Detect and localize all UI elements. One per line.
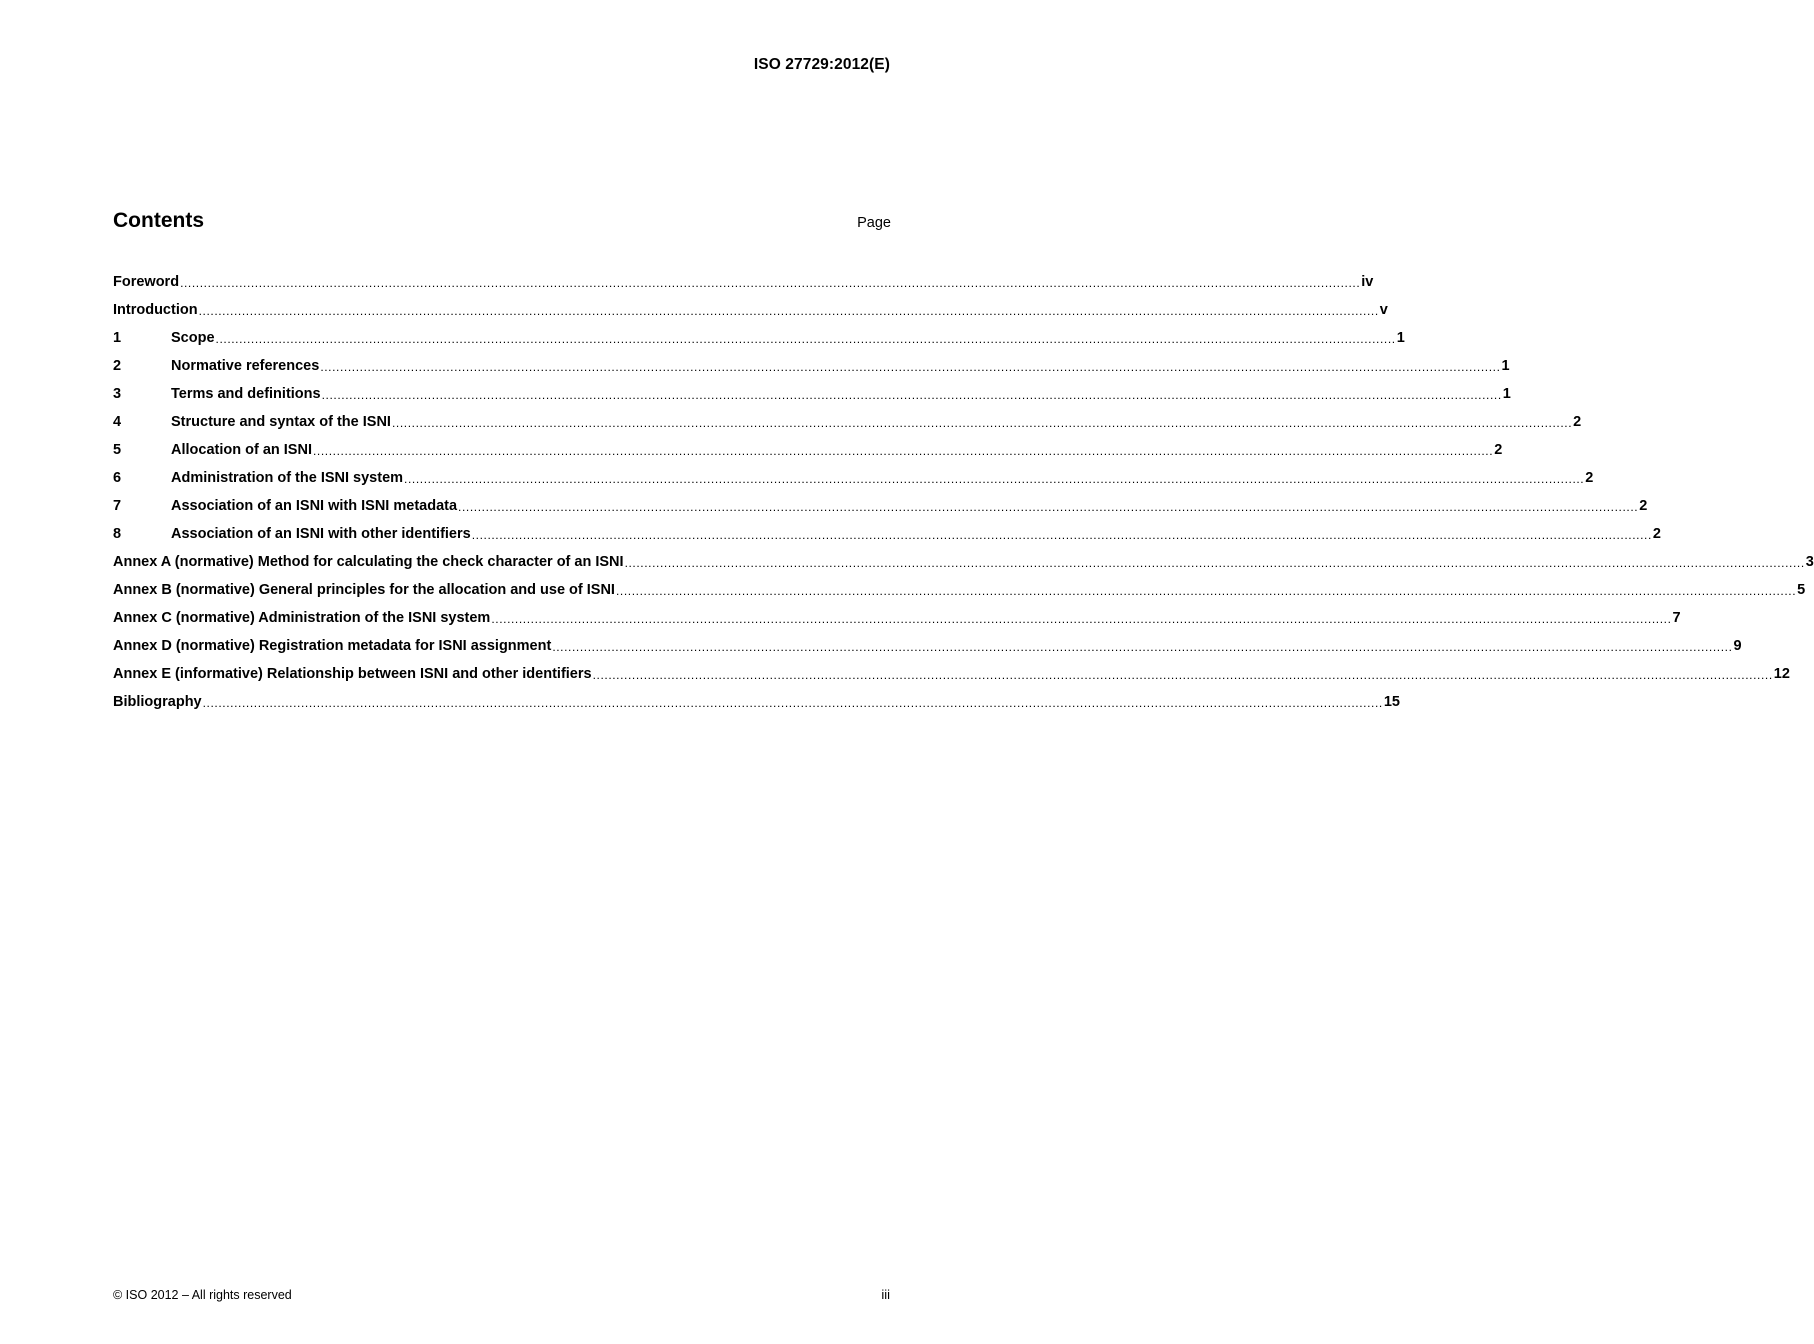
toc-entry-structure-and-syntax[interactable] xyxy=(113,408,1582,436)
toc-entry-page: v xyxy=(1379,302,1388,318)
toc-entry-page: 12 xyxy=(1773,666,1790,682)
toc-entry-page: 1 xyxy=(1501,358,1510,374)
toc-entry-number: 3 xyxy=(113,386,122,402)
table-of-contents xyxy=(113,268,1814,716)
toc-entry-administration[interactable] xyxy=(113,464,1594,492)
toc-entry-title: Annex D (normative) Registration metadata for ISNI assignment xyxy=(113,638,552,654)
toc-entry-scope[interactable] xyxy=(113,324,1405,352)
toc-entry-title: Allocation of an ISNI xyxy=(171,442,312,458)
toc-entry-page: 2 xyxy=(1585,470,1594,486)
toc-entry-page: 2 xyxy=(1652,526,1661,542)
toc-entry-title: Structure and syntax of the ISNI xyxy=(171,414,391,430)
toc-entry-page: 7 xyxy=(1672,610,1681,626)
toc-entry-page: 5 xyxy=(1797,582,1806,598)
leader-dots: ............................................................................................................................................................................................................................................................................................................ xyxy=(615,584,1797,598)
copyright-notice: © ISO 2012 – All rights reserved xyxy=(113,1288,292,1302)
leader-dots: ............................................................................................................................................................................................................................................................................................................ xyxy=(180,276,1361,290)
toc-entry-page: 3 xyxy=(1805,554,1814,570)
toc-entry-foreword[interactable] xyxy=(113,268,1374,296)
toc-entry-page: 1 xyxy=(1396,330,1405,346)
toc-entry-annex-a[interactable] xyxy=(113,548,1814,576)
leader-dots: ............................................................................................................................................................................................................................................................................................................ xyxy=(471,528,1652,542)
leader-dots: ............................................................................................................................................................................................................................................................................................................ xyxy=(198,304,1379,318)
leader-dots: ............................................................................................................................................................................................................................................................................................................ xyxy=(202,696,1383,710)
toc-entry-title: Terms and definitions xyxy=(171,386,321,402)
leader-dots: ............................................................................................................................................................................................................................................................................................................ xyxy=(458,500,1639,514)
toc-entry-annex-b[interactable] xyxy=(113,576,1806,604)
page-number: iii xyxy=(881,1287,890,1302)
toc-entry-allocation[interactable] xyxy=(113,436,1503,464)
toc-entry-annex-c[interactable] xyxy=(113,604,1681,632)
page-column-label: Page xyxy=(857,215,891,231)
toc-entry-title: Annex B (normative) General principles for the allocation and use of ISNI xyxy=(113,582,615,598)
toc-entry-terms-and-definitions[interactable] xyxy=(113,380,1511,408)
toc-entry-annex-d[interactable] xyxy=(113,632,1742,660)
toc-entry-page: 1 xyxy=(1502,386,1511,402)
leader-dots: ............................................................................................................................................................................................................................................................................................................ xyxy=(312,444,1494,458)
leader-dots: ............................................................................................................................................................................................................................................................................................................ xyxy=(624,556,1805,570)
toc-entry-bibliography[interactable] xyxy=(113,688,1400,716)
leader-dots: ............................................................................................................................................................................................................................................................................................................ xyxy=(321,388,1502,402)
toc-entry-number: 4 xyxy=(113,414,122,430)
toc-entry-page: iv xyxy=(1361,274,1374,290)
toc-entry-introduction[interactable] xyxy=(113,296,1388,324)
toc-entry-page: 15 xyxy=(1383,694,1400,710)
toc-entry-title: Association of an ISNI with ISNI metadata xyxy=(171,498,458,514)
leader-dots: ............................................................................................................................................................................................................................................................................................................ xyxy=(320,360,1501,374)
toc-entry-title: Introduction xyxy=(113,302,198,318)
toc-entry-number: 1 xyxy=(113,330,122,346)
toc-entry-page: 2 xyxy=(1494,442,1503,458)
toc-entry-title: Association of an ISNI with other identifiers xyxy=(171,526,471,542)
toc-entry-page: 2 xyxy=(1573,414,1582,430)
toc-entry-title: Annex C (normative) Administration of the ISNI system xyxy=(113,610,491,626)
toc-entry-number: 5 xyxy=(113,442,122,458)
leader-dots: ............................................................................................................................................................................................................................................................................................................ xyxy=(491,612,1672,626)
toc-entry-association-metadata[interactable] xyxy=(113,492,1648,520)
leader-dots: ............................................................................................................................................................................................................................................................................................................ xyxy=(391,416,1573,430)
leader-dots: ............................................................................................................................................................................................................................................................................................................ xyxy=(592,668,1773,682)
toc-entry-association-identifiers[interactable] xyxy=(113,520,1661,548)
contents-title: Contents xyxy=(113,209,204,232)
toc-entry-number: 7 xyxy=(113,498,122,514)
toc-entry-title: Foreword xyxy=(113,274,180,290)
toc-entry-title: Administration of the ISNI system xyxy=(171,470,404,486)
toc-entry-number: 8 xyxy=(113,526,122,542)
toc-entry-title: Scope xyxy=(171,330,215,346)
toc-entry-title: Bibliography xyxy=(113,694,202,710)
toc-entry-page: 2 xyxy=(1639,498,1648,514)
toc-entry-number: 2 xyxy=(113,358,122,374)
document-id: ISO 27729:2012(E) xyxy=(753,56,890,73)
toc-entry-normative-references[interactable] xyxy=(113,352,1510,380)
toc-entry-page: 9 xyxy=(1733,638,1742,654)
toc-entry-number: 6 xyxy=(113,470,122,486)
toc-entry-title: Annex A (normative) Method for calculating the check character of an ISNI xyxy=(113,554,624,570)
toc-entry-annex-e[interactable] xyxy=(113,660,1790,688)
leader-dots: ............................................................................................................................................................................................................................................................................................................ xyxy=(404,472,1585,486)
toc-entry-title: Annex E (informative) Relationship between ISNI and other identifiers xyxy=(113,666,592,682)
leader-dots: ............................................................................................................................................................................................................................................................................................................ xyxy=(552,640,1733,654)
leader-dots: ............................................................................................................................................................................................................................................................................................................ xyxy=(215,332,1396,346)
toc-entry-title: Normative references xyxy=(171,358,320,374)
contents-heading xyxy=(113,209,891,233)
